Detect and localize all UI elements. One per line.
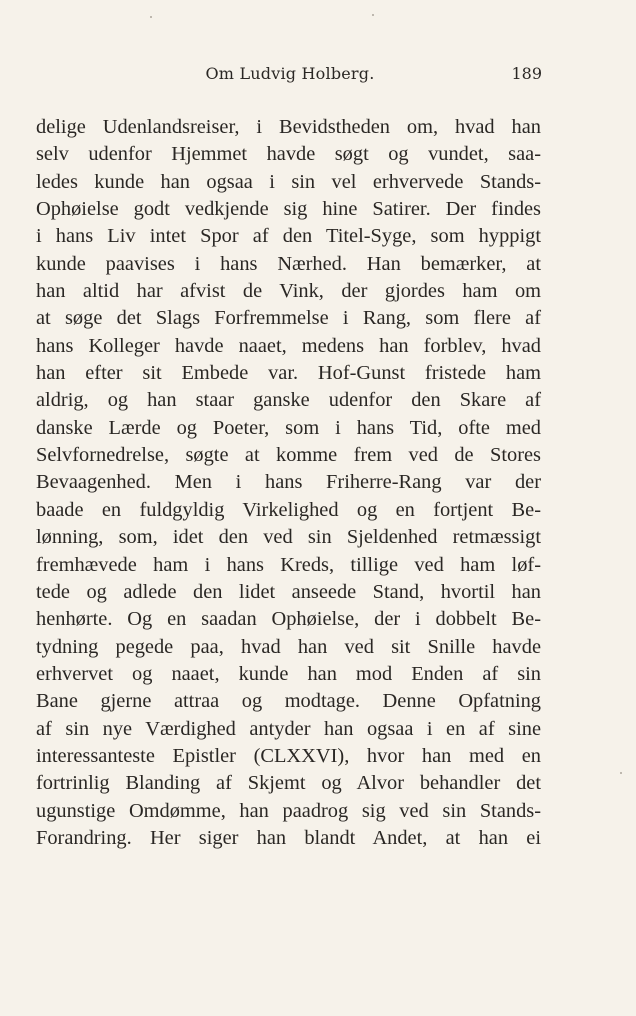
text-line: i hans Liv intet Spor af den Titel-Syge, som hyppigt [36, 225, 541, 248]
text-line: Forandring. Her siger han blandt Andet, at han ei [36, 826, 541, 849]
text-line: baade en fuldgyldig Virkelighed og en fortjent Be- [36, 498, 541, 521]
running-head [38, 62, 542, 86]
text-line: danske Lærde og Poeter, som i hans Tid, ofte med [36, 416, 541, 439]
text-line: ugunstige Omdømme, han paadrog sig ved sin Stands- [36, 799, 541, 822]
text-line: lønning, som, idet den ved sin Sjeldenhed retmæssigt [36, 526, 541, 549]
text-line: han efter sit Embede var. Hof-Gunst fristede ham [36, 362, 541, 385]
text-line: aldrig, og han staar ganske udenfor den Skare af [36, 389, 541, 412]
text-line: ledes kunde han ogsaa i sin vel erhvervede Stands- [36, 170, 541, 193]
text-line: han altid har afvist de Vink, der gjordes ham om [36, 280, 541, 303]
text-line: Bane gjerne attraa og modtage. Denne Opfatning [36, 690, 541, 713]
text-line: Ophøielse godt vedkjende sig hine Satirer. Der findes [36, 198, 541, 221]
paper-speck [150, 16, 152, 18]
page-number: 189 [511, 64, 542, 83]
text-line: kunde paavises i hans Nærhed. Han bemærker, at [36, 252, 541, 275]
text-line: henhørte. Og en saadan Ophøielse, der i dobbelt Be- [36, 608, 541, 631]
body-text [36, 114, 541, 852]
text-line: tydning pegede paa, hvad han ved sit Snille havde [36, 635, 541, 658]
text-line: erhvervet og naaet, kunde han mod Enden af sin [36, 662, 541, 685]
paper-speck [372, 14, 374, 16]
text-line: tede og adlede den lidet anseede Stand, hvortil han [36, 580, 541, 603]
text-line: at søge det Slags Forfremmelse i Rang, som flere af [36, 307, 541, 330]
text-line: fortrinlig Blanding af Skjemt og Alvor behandler det [36, 772, 541, 795]
text-line: fremhævede ham i hans Kreds, tillige ved ham løf- [36, 553, 541, 576]
running-title: Om Ludvig Holberg. [205, 64, 375, 83]
text-line: interessanteste Epistler (CLXXVI), hvor han med en [36, 744, 541, 767]
text-line: hans Kolleger havde naaet, medens han forblev, hvad [36, 334, 541, 357]
paper-speck [620, 772, 622, 774]
text-line: af sin nye Værdighed antyder han ogsaa i en af sine [36, 717, 541, 740]
text-line: selv udenfor Hjemmet havde søgt og vundet, saa- [36, 143, 541, 166]
text-line: Selvfornedrelse, søgte at komme frem ved de Stores [36, 444, 541, 467]
text-line: delige Udenlandsreiser, i Bevidstheden om, hvad han [36, 116, 541, 138]
text-line: Bevaagenhed. Men i hans Friherre-Rang var der [36, 471, 541, 494]
